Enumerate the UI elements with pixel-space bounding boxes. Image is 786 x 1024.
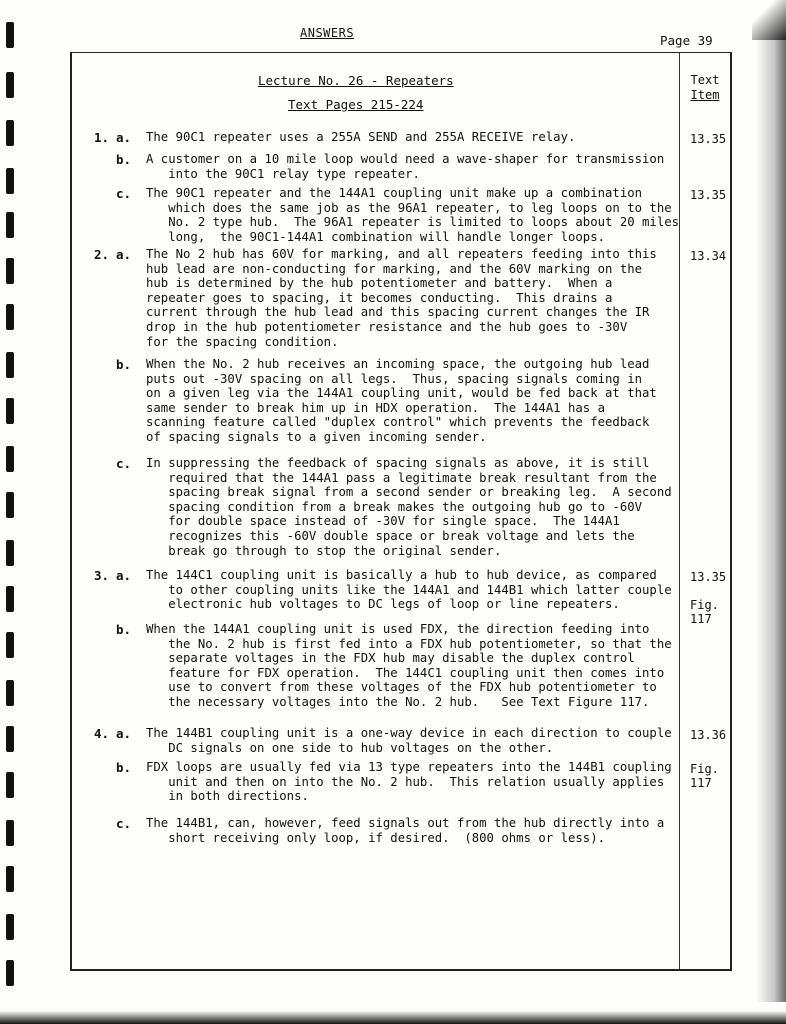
answer-part-letter: a. <box>116 130 132 145</box>
answer-text-line: feature for FDX operation. The 144C1 coupling unit then comes into <box>146 665 665 680</box>
answer-text-line: recognizes this -60V double space or break voltage and lets the <box>146 529 635 543</box>
answer-text-line: current through the hub lead and this spacing current changes the IR <box>146 305 650 320</box>
answer-text-line: in both directions. <box>146 789 309 804</box>
answer-text-line: The No 2 hub has 60V for marking, and all repeaters feeding into this <box>146 247 657 261</box>
answer-part-letter: a. <box>116 247 132 262</box>
text-item-reference: 13.35 <box>690 132 727 146</box>
binder-hole-mark <box>6 772 14 798</box>
answer-text-line: for double space instead of -30V for single space. The 144A1 <box>146 514 620 529</box>
question-number: 3. <box>94 568 110 583</box>
binder-hole-mark <box>6 212 14 238</box>
answer-text-line: on a given leg via the 144A1 coupling unit, would be fed back at that <box>146 386 657 401</box>
answer-text-line: The 90C1 repeater and the 144A1 coupling unit make up a combination <box>146 186 643 200</box>
answer-part-letter: a. <box>116 568 132 583</box>
text-item-reference: 13.36 <box>690 728 727 742</box>
binder-hole-mark <box>6 820 14 846</box>
answer-text-line: use to convert from these voltages of the FDX hub potentiometer to <box>146 680 657 695</box>
binder-hole-mark <box>6 492 14 518</box>
text-item-column-divider <box>679 53 680 969</box>
answer-text-line: short receiving only loop, if desired. (800 ohms or less). <box>146 830 606 845</box>
question-number: 4. <box>94 726 110 741</box>
answer-text-line: hub lead are non-conducting for marking, and the 60V marking on the <box>146 261 643 276</box>
answer-text-line: break go through to stop the original sender. <box>146 543 502 558</box>
answer-part-letter: b. <box>116 622 132 637</box>
binder-hole-mark <box>6 168 14 194</box>
answer-text-line: When the No. 2 hub receives an incoming space, the outgoing hub lead <box>146 357 650 371</box>
binder-hole-mark <box>6 22 14 48</box>
answer-part-letter: b. <box>116 357 132 372</box>
answer-text-line: DC signals on one side to hub voltages on the other. <box>146 740 554 755</box>
answer-part-letter: b. <box>116 760 132 775</box>
answer-text-line: When the 144A1 coupling unit is used FDX, the direction feeding into <box>146 622 650 636</box>
page-number: Page 39 <box>660 33 713 48</box>
answer-text-line: required that the 144A1 pass a legitimate break resultant from the <box>146 470 657 485</box>
binder-hole-mark <box>6 304 14 330</box>
page-edge-shadow <box>756 0 786 1024</box>
binder-hole-mark <box>6 540 14 566</box>
binder-hole-mark <box>6 866 14 892</box>
binder-hole-mark <box>6 72 14 98</box>
answer-text-line: separate voltages in the FDX hub may disable the duplex control <box>146 651 635 666</box>
answer-text-line: puts out -30V spacing on all legs. Thus, spacing signals coming in <box>146 371 643 386</box>
binder-hole-mark <box>6 960 14 986</box>
binder-hole-mark <box>6 258 14 284</box>
answer-text-line: of spacing signals to a given incoming sender. <box>146 430 487 444</box>
binder-hole-mark <box>6 398 14 424</box>
answer-text-line: FDX loops are usually fed via 13 type repeaters into the 144B1 coupling <box>146 760 672 774</box>
answer-text-line: spacing condition from a break makes the outgoing hub go to -60V <box>146 499 643 514</box>
answer-text-line: In suppressing the feedback of spacing signals as above, it is still <box>146 456 650 470</box>
binder-hole-mark <box>6 120 14 146</box>
answer-text-line: to other coupling units like the 144A1 and 144B1 which latter couple <box>146 582 672 597</box>
binder-hole-mark <box>6 586 14 612</box>
binder-hole-mark <box>6 632 14 658</box>
answer-part-letter: c. <box>116 186 132 201</box>
answer-text-line: the No. 2 hub is first fed into a FDX hub potentiometer, so that the <box>146 636 672 651</box>
section-heading: ANSWERS <box>300 26 355 40</box>
text-item-reference: 13.35 Fig. 117 <box>690 570 727 626</box>
answer-text-line: the necessary voltages into the No. 2 hub. See Text Figure 117. <box>146 695 650 709</box>
answer-text-line: No. 2 type hub. The 96A1 repeater is limited to loops about 20 miles <box>146 215 680 230</box>
answer-text-line: long, the 90C1-144A1 combination will handle longer loops. <box>146 229 606 244</box>
text-item-reference: 13.35 <box>690 188 727 202</box>
answer-part-letter: c. <box>116 816 132 831</box>
answer-text-line: The 144C1 coupling unit is basically a hub to hub device, as compared <box>146 568 657 582</box>
answer-part-letter: b. <box>116 152 132 167</box>
text-item-column-header <box>684 73 726 103</box>
text-item-reference: Fig. 117 <box>690 762 719 790</box>
answer-text-line: scanning feature called "duplex control" which prevents the feedback <box>146 415 650 430</box>
answer-text-line: A customer on a 10 mile loop would need a wave-shaper for transmission <box>146 152 665 166</box>
answer-text-line: for the spacing condition. <box>146 334 339 349</box>
column-header-line: Item <box>690 88 720 102</box>
binder-hole-mark <box>6 352 14 378</box>
answer-text-line: unit and then on into the No. 2 hub. This relation usually applies <box>146 774 665 789</box>
answer-text-line: same sender to break him up in HDX operation. The 144A1 has a <box>146 400 606 415</box>
answer-text-line: The 144B1 coupling unit is a one-way device in each direction to couple <box>146 726 672 740</box>
text-pages-subtitle: Text Pages 215-224 <box>288 97 424 112</box>
answer-text-line: hub is determined by the hub potentiometer and battery. When a <box>146 276 613 291</box>
question-number: 2. <box>94 247 110 262</box>
binder-hole-mark <box>6 726 14 752</box>
page-corner-shadow <box>752 0 786 40</box>
page-bottom-shadow <box>0 1002 786 1024</box>
text-item-reference: 13.34 <box>690 249 727 263</box>
answer-part-letter: c. <box>116 456 132 471</box>
answer-text-line: drop in the hub potentiometer resistance and the hub goes to -30V <box>146 320 628 334</box>
binder-hole-mark <box>6 914 14 940</box>
answer-text-line: The 144B1, can, however, feed signals out from the hub directly into a <box>146 816 665 830</box>
question-number: 1. <box>94 130 110 145</box>
column-header-line: Text <box>690 73 720 87</box>
answer-part-letter: a. <box>116 726 132 741</box>
answer-text-line: repeater goes to spacing, it becomes conducting. This drains a <box>146 290 613 305</box>
binder-hole-mark <box>6 446 14 472</box>
answer-text-line: electronic hub voltages to DC legs of loop or line repeaters. <box>146 597 620 612</box>
answer-text-line: spacing break signal from a second sender or breaking leg. A second <box>146 485 672 500</box>
answer-text-line: The 90C1 repeater uses a 255A SEND and 255A RECEIVE relay. <box>146 130 576 144</box>
binder-hole-mark <box>6 680 14 706</box>
answer-text-line: into the 90C1 relay type repeater. <box>146 166 420 181</box>
answer-text-line: which does the same job as the 96A1 repeater, to leg loops on to the <box>146 200 672 215</box>
lecture-title: Lecture No. 26 - Repeaters <box>258 73 454 88</box>
